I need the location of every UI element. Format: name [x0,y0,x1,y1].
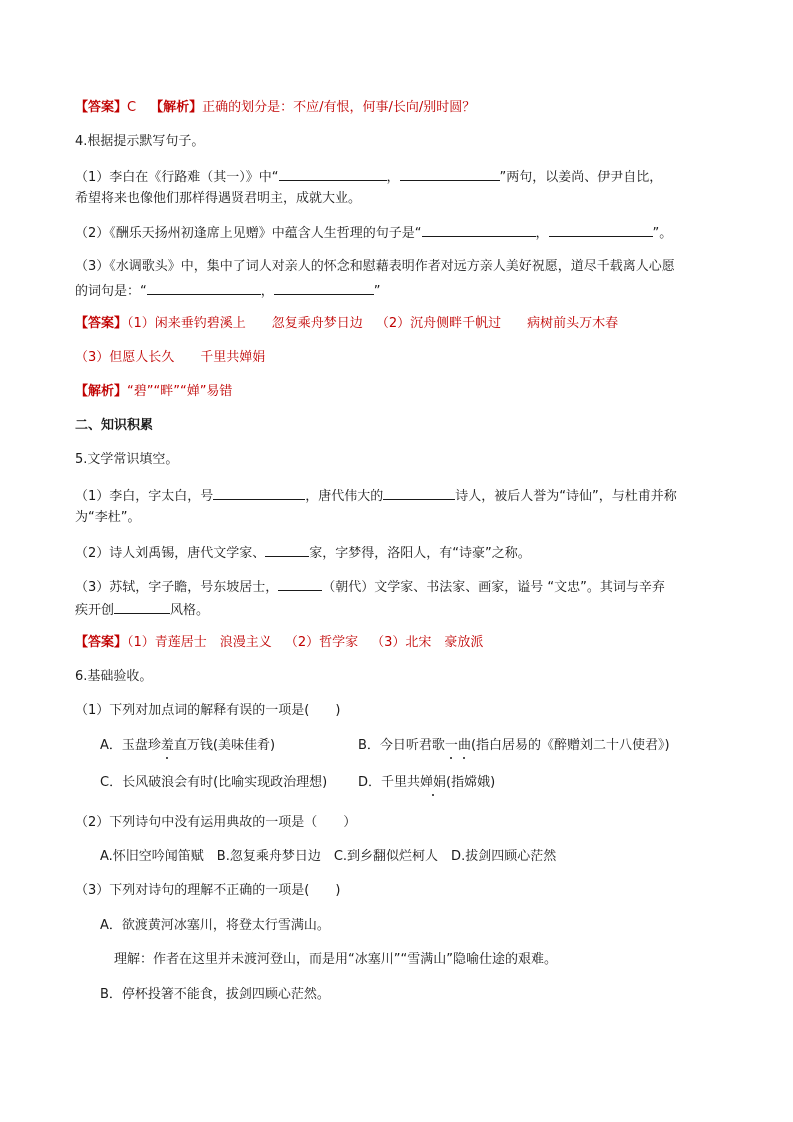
q4-p2-text-c: ”。 [652,226,673,241]
q4-answer-line2 [75,349,265,367]
q6-s1-stem: （1）下列对加点词的解释有误的一项是( ) [75,703,341,718]
dotted-word: 羞 [160,738,174,753]
answer-part: （2）哲学家 [284,635,359,650]
answer-part: 浪漫主义 [219,635,272,650]
q4-p2-line [75,223,672,243]
q6-s1-option-a [100,737,275,755]
q4-p1-text-b: ， [386,170,400,185]
q4-p3-line2 [75,281,381,301]
q5-p2-line [75,543,531,563]
q5-p1-text-a: （1）李白，字太白，号 [75,489,214,504]
q5-p1-line2: 为“李杜”。 [75,510,141,525]
q6-s3-option-a: A．欲渡黄河冰塞川，将登太行雪满山。 [100,918,330,933]
analysis-text: 正确的划分是：不应/有恨，何事/长向/别时圆？ [202,100,476,115]
answer-part: 千里共婵娟 [200,350,266,365]
blank [265,543,309,557]
option-text: A．玉盘珍 [100,738,161,753]
answer-tag: 【答案】 [75,635,128,650]
section-heading: 二、知识积累 [75,418,154,433]
blank [383,486,455,500]
q4-p2-text-b: ， [535,226,549,241]
dotted-word: 婵娟 [420,775,447,790]
blank [213,486,305,500]
q4-p1-line2: 希望将来也像他们那样得遇贤君明主，成就大业。 [75,191,362,206]
q6-s3-stem: （3）下列对诗句的理解不正确的一项是( ) [75,883,341,898]
q4-p3-text-a: 的词句是：“ [75,284,147,299]
answer-part: （3）北宋 [371,635,432,650]
q4-p3-text-c: ” [373,284,381,299]
q6-s3-option-a-note: 理解：作者在这里并未渡河登山，而是用“冰塞川”“雪满山”隐喻仕途的艰难。 [114,952,557,967]
q6-s2-options: A.怀旧空吟闻笛赋 B.忽复乘舟梦日边 C.到乡翻似烂柯人 D.拔剑四顾心茫然 [100,849,557,864]
q4-answer-line1 [75,315,618,333]
q4-analysis-line [75,383,232,401]
blank [278,577,322,591]
q5-p1-line1 [75,486,677,506]
blank [114,600,170,614]
q5-p2-text-b: 家，字梦得，洛阳人，有“诗豪”之称。 [309,546,531,561]
q4-p1-line1 [75,167,662,187]
q6-s2-stem: （2）下列诗句中没有运用典故的一项是（ ） [75,815,357,830]
q6-s1-option-b [358,737,670,755]
q6-title: 6.基础验收。 [75,669,153,684]
q5-p1-text-b: ，唐代伟大的 [305,489,384,504]
option-text: D．千里共 [358,775,421,790]
q5-p1-text-c: 诗人，被后人誉为“诗仙”，与杜甫并称 [455,489,677,504]
q4-p3-line1: （3）《水调歌头》中，集中了词人对亲人的怀念和慰藉表明作者对远方亲人美好祝愿，道尽千载离人心愿 [75,259,675,274]
q4-p3-text-b: ， [260,284,274,299]
option-text: (指嫦娥) [446,775,496,790]
answer-part: （3）但愿人长久 [75,350,175,365]
answer-tag: 【答案】 [75,100,128,115]
q5-p3-text-c: 疾开创 [75,603,115,618]
q5-answer-line [75,634,483,652]
blank [549,223,653,237]
q3-answer-line [75,99,475,117]
blank [422,223,536,237]
q5-p2-text-a: （2）诗人刘禹锡，唐代文学家、 [75,546,266,561]
answer-part: （1）闲来垂钓碧溪上 [127,316,246,331]
dotted-word: 曲 [457,738,471,753]
dotted-word: 一 [444,738,458,753]
q5-p3-text-a: （3）苏轼，字子瞻，号东坡居士， [75,580,279,595]
analysis-tag: 【解析】 [75,384,128,399]
q6-s1-option-d [358,774,495,792]
q4-p1-text-a: （1）李白在《行路难（其一）》中“ [75,170,279,185]
option-text: B．今日听君歌 [358,738,445,753]
answer-tag: 【答案】 [75,316,128,331]
answer-part: （1）青莲居士 [127,635,207,650]
analysis-text: “碧”“畔”“婵”易错 [127,384,233,399]
option-text: 直万钱(美味佳肴) [173,738,276,753]
blank [274,281,374,295]
answer-part: （2）沉舟侧畔千帆过 [375,316,502,331]
answer-part: 忽复乘舟梦日边 [271,316,363,331]
blank [400,167,500,181]
q4-p1-text-c: ”两句，以姜尚、伊尹自比， [499,170,663,185]
blank [147,281,261,295]
blank [279,167,387,181]
q5-title: 5.文学常识填空。 [75,452,179,467]
q6-s1-option-c: C．长风破浪会有时(比喻实现政治理想) [100,775,328,790]
answer-part: 病树前头万木春 [527,316,619,331]
answer-value: C [127,100,137,115]
q4-title: 4.根据提示默写句子。 [75,134,205,149]
q5-p3-text-b: （朝代）文学家、书法家、画家，谥号 “文忠”。其词与辛弃 [322,580,665,595]
q5-p3-line2 [75,600,209,620]
q4-p2-text-a: （2）《酬乐天扬州初逢席上见赠》中蕴含人生哲理的句子是“ [75,226,422,241]
option-text: (指白居易的《醉赠刘二十八使君》) [470,738,670,753]
analysis-tag: 【解析】 [150,100,203,115]
q5-p3-line1 [75,577,665,597]
q6-s3-option-b: B．停杯投箸不能食，拔剑四顾心茫然。 [100,987,330,1002]
q5-p3-text-d: 风格。 [170,603,210,618]
answer-part: 豪放派 [444,635,484,650]
